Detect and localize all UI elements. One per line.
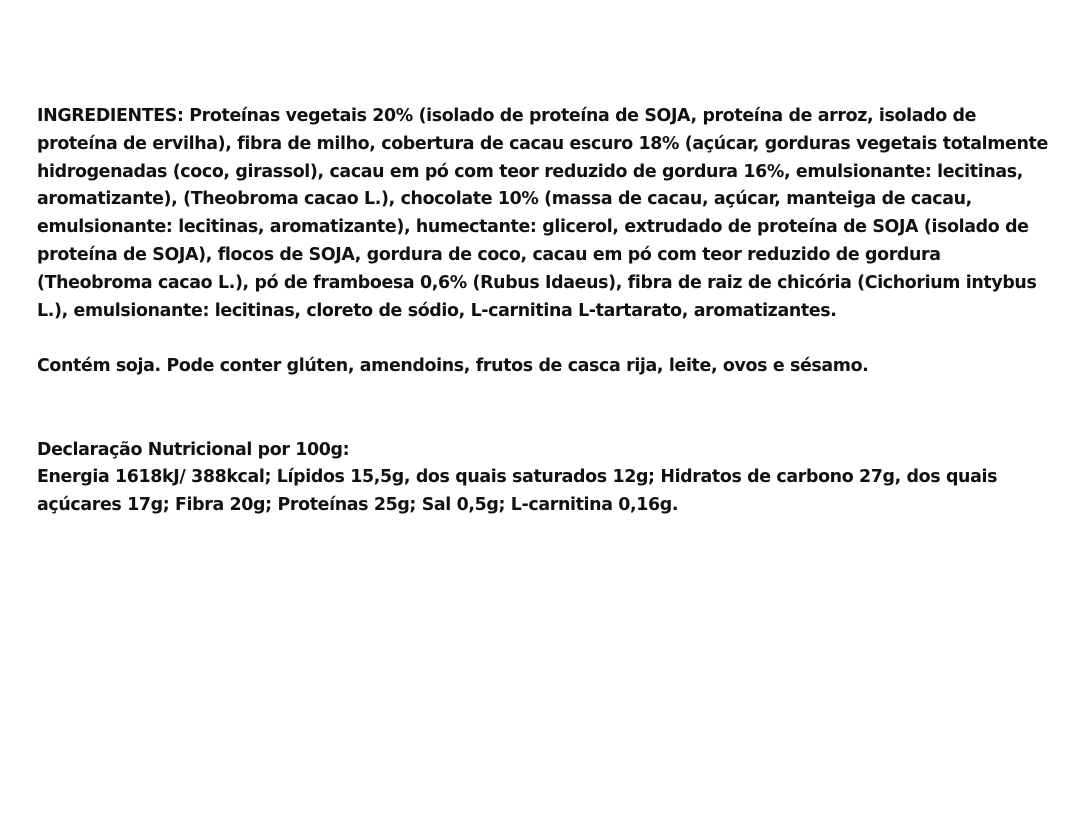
paragraph-spacer xyxy=(37,325,1057,353)
ingredients-line: L.), emulsionante: lecitinas, cloreto de sódio, L-carnitina L-tartarato, aromatizantes. xyxy=(37,300,837,321)
paragraph-spacer xyxy=(37,381,1057,437)
nutrition-heading: Declaração Nutricional por 100g: xyxy=(37,439,350,460)
ingredients-line: aromatizante), (Theobroma cacao L.), chocolate 10% (massa de cacau, açúcar, manteiga de cacau, xyxy=(37,189,972,210)
nutrition-line: Energia 1618kJ/ 388kcal; Lípidos 15,5g, dos quais saturados 12g; Hidratos de carbono 27g, dos quais xyxy=(37,467,998,488)
allergen-statement: Contém soja. Pode conter glúten, amendoins, frutos de casca rija, leite, ovos e sésamo. xyxy=(37,356,869,377)
nutrition-section xyxy=(37,437,1057,520)
ingredients-paragraph xyxy=(37,103,1057,325)
label-document xyxy=(37,103,1057,520)
ingredients-line: emulsionante: lecitinas, aromatizante), humectante: glicerol, extrudado de proteína de SOJA (isolado de xyxy=(37,217,1029,238)
ingredients-line: hidrogenadas (coco, girassol), cacau em pó com teor reduzido de gordura 16%, emulsionante: lecitinas, xyxy=(37,161,1024,182)
ingredients-line: INGREDIENTES: Proteínas vegetais 20% (isolado de proteína de SOJA, proteína de arroz, isolado de xyxy=(37,106,977,126)
ingredients-line: proteína de ervilha), fibra de milho, cobertura de cacau escuro 18% (açúcar, gorduras vegetais totalmente xyxy=(37,133,1048,154)
ingredients-line: proteína de SOJA), flocos de SOJA, gordura de coco, cacau em pó com teor reduzido de gordura xyxy=(37,244,941,265)
ingredients-line: (Theobroma cacao L.), pó de framboesa 0,6% (Rubus Idaeus), fibra de raiz de chicória (Cichorium intybus xyxy=(37,272,1037,293)
nutrition-line: açúcares 17g; Fibra 20g; Proteínas 25g; Sal 0,5g; L-carnitina 0,16g. xyxy=(37,495,679,516)
